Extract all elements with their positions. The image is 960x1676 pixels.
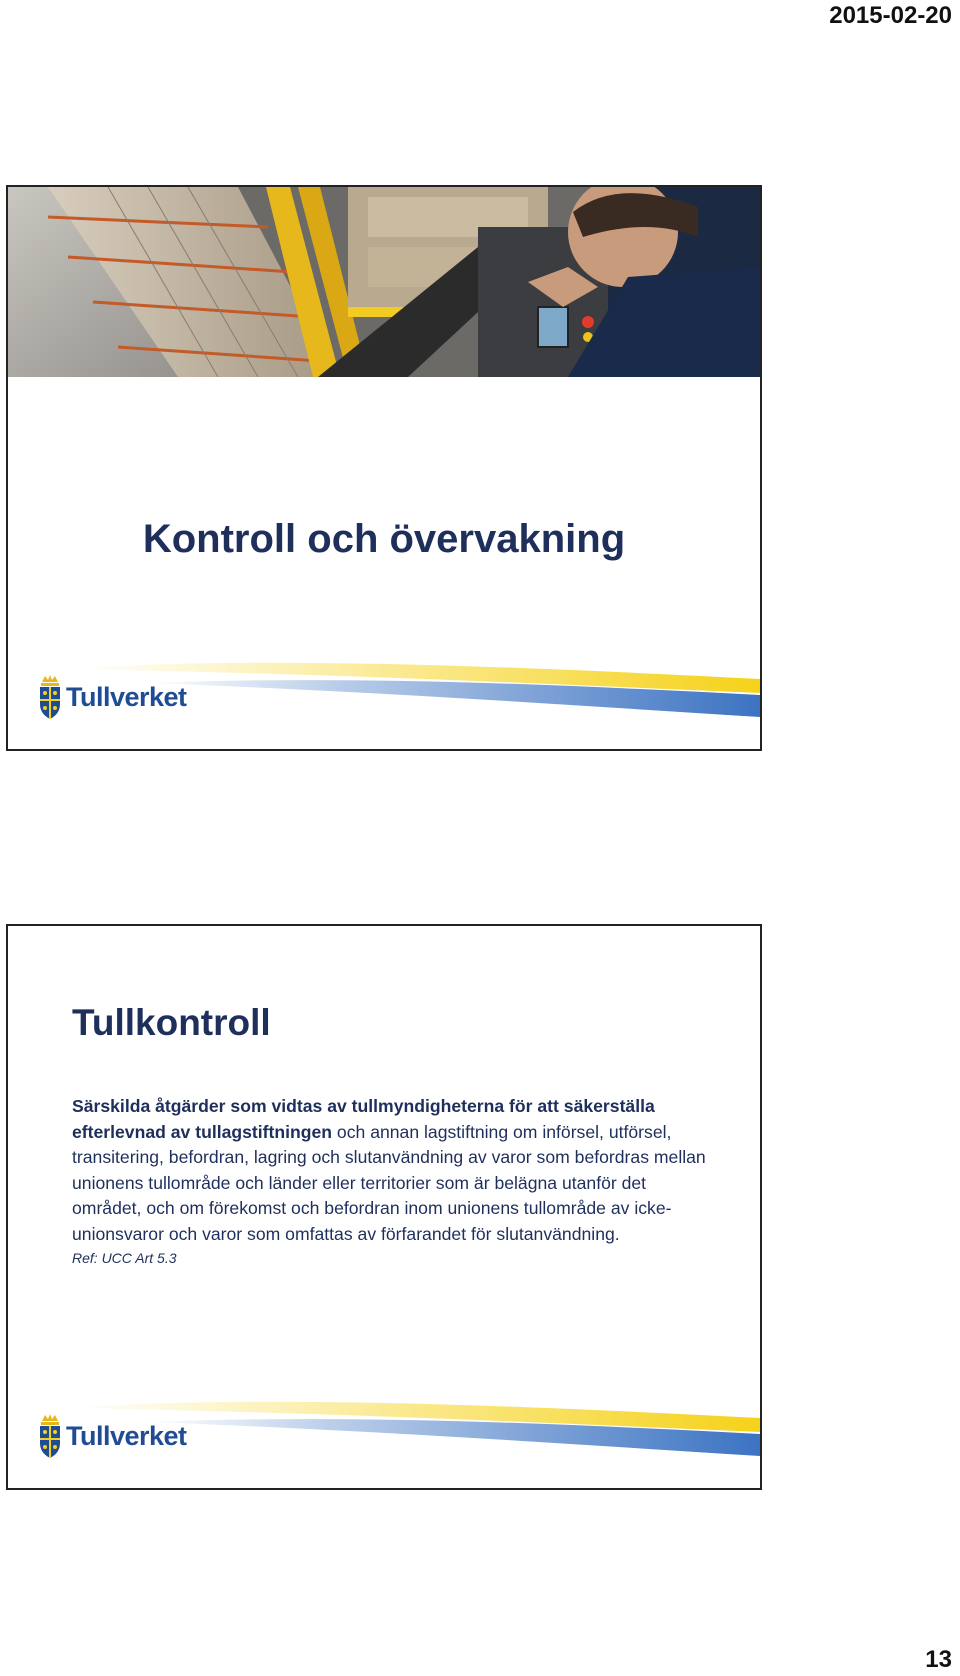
slide-2-footer <box>8 1398 760 1488</box>
reference-note: Ref: UCC Art 5.3 <box>72 1250 177 1266</box>
crest-icon <box>38 1413 62 1459</box>
slide-1 <box>6 185 762 751</box>
warehouse-photo <box>8 187 760 377</box>
brand-name: Tullverket <box>66 681 187 712</box>
body-text: och annan lagstiftning om införsel, utförsel, transitering, befordran, lagring och slutanvändning av varor som befordras mellan unionens tullområde och länder eller territorier som är belägna utanför det området, och om förekomst och befordran inom unionens tullområde av icke-unionsvaror och varor som omfattas av förfarandet för slutanvändning. <box>72 1121 706 1244</box>
slide-1-title: Kontroll och övervakning <box>142 517 626 561</box>
page-date: 2015-02-20 <box>829 2 952 29</box>
tullverket-logo <box>38 1410 187 1462</box>
slide-1-footer <box>8 659 760 749</box>
crest-icon <box>38 674 62 720</box>
slide-2-body <box>72 1094 712 1269</box>
page-number: 13 <box>925 1646 952 1673</box>
brand-name: Tullverket <box>66 1420 187 1451</box>
slide-2 <box>6 924 762 1490</box>
body-lead-text: Särskilda åtgärder som vidtas av tullmyndigheterna för att säkerställa efterlevnad av tullagstiftningen <box>72 1096 655 1142</box>
slide-2-title: Tullkontroll <box>72 1002 271 1043</box>
tullverket-logo <box>38 671 187 723</box>
